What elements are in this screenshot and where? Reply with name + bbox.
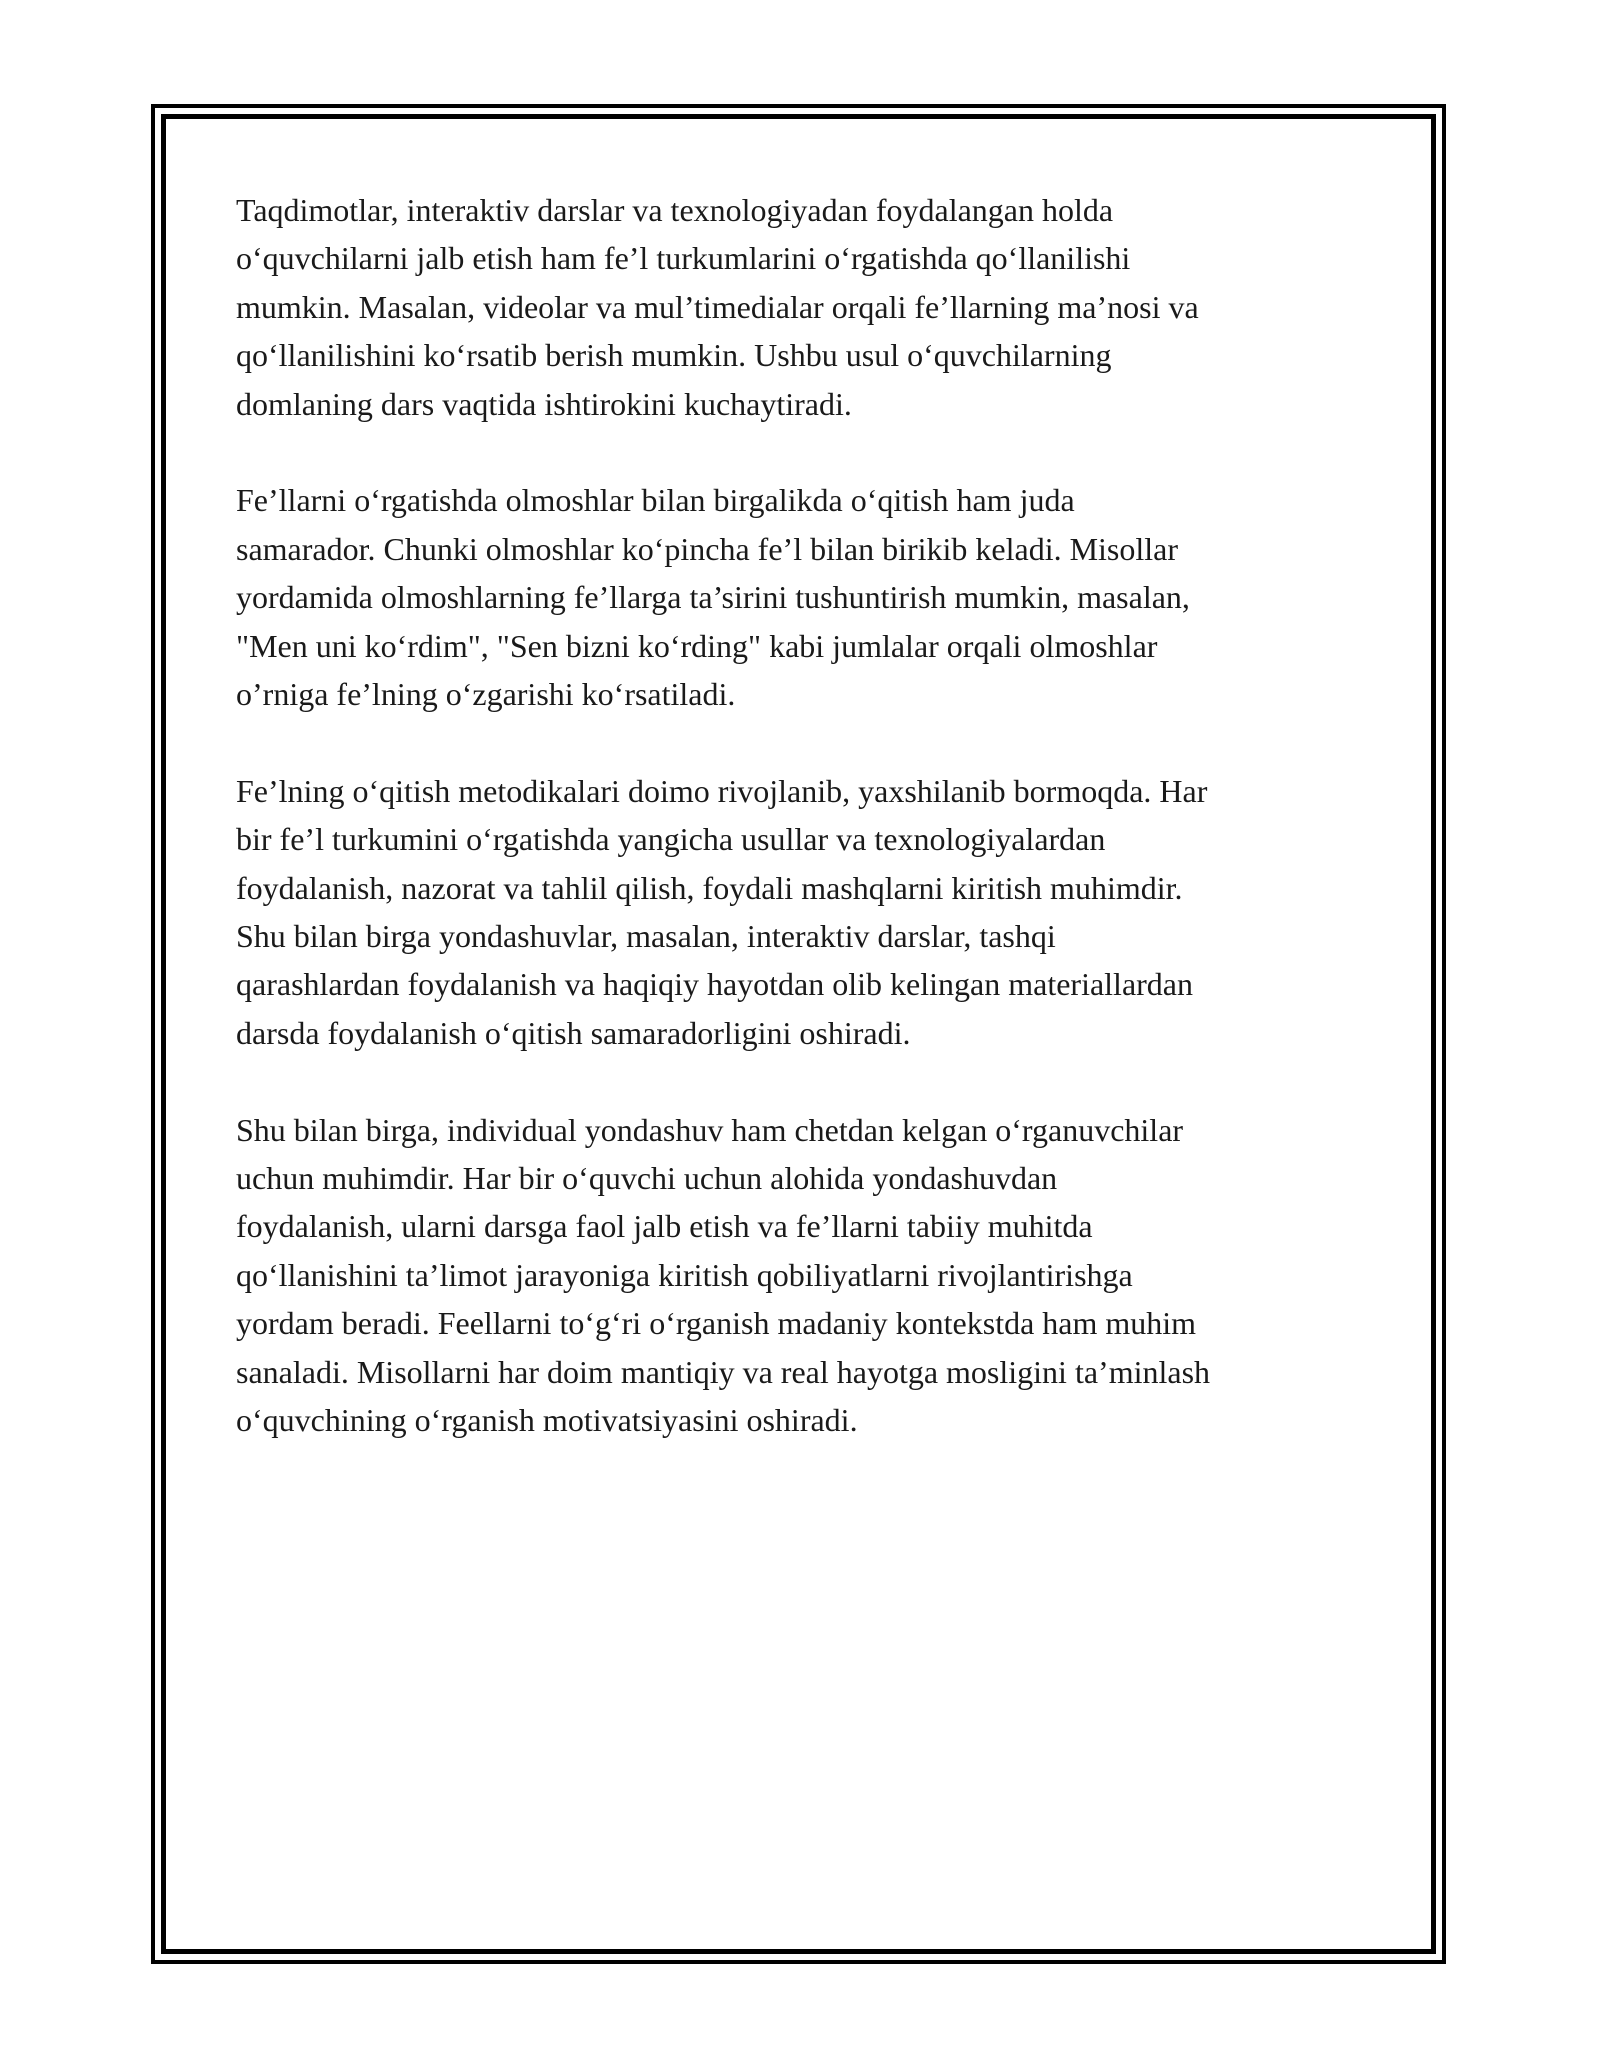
text-line: o‘quvchining o‘rganish motivatsiyasini oshiradi. (236, 1402, 858, 1439)
text-line: foydalanish, ularni darsga faol jalb etish va fe’llarni tabiiy muhitda (236, 1208, 1093, 1245)
text-line: sanaladi. Misollarni har doim mantiqiy va real hayotga mosligini ta’minlash (236, 1353, 1211, 1390)
text-line: foydalanish, nazorat va tahlil qilish, foydali mashqlarni kiritish muhimdir. (236, 869, 1183, 906)
text-line: mumkin. Masalan, videolar va mul’timedialar orqali fe’llarning ma’nosi va (236, 288, 1199, 325)
text-line: darsda foydalanish o‘qitish samaradorligini oshiradi. (236, 1014, 911, 1051)
text-line: Shu bilan birga yondashuvlar, masalan, interaktiv darslar, tashqi (236, 918, 1056, 955)
text-line: domlaning dars vaqtida ishtirokini kuchaytiradi. (236, 385, 852, 422)
text-line: qarashlardan foydalanish va haqiqiy hayotdan olib kelingan materiallardan (236, 966, 1193, 1003)
text-line: yordam beradi. Feellarni to‘g‘ri o‘rganish madaniy kontekstda ham muhim (236, 1305, 1197, 1342)
text-line: yordamida olmoshlarning fe’llarga ta’sirini tushuntirish mumkin, masalan, (236, 579, 1190, 616)
text-line: o’rniga fe’lning o‘zgarishi ko‘rsatiladi. (236, 676, 736, 713)
text-line: bir fe’l turkumini o‘rgatishda yangicha usullar va texnologiyalardan (236, 821, 1106, 858)
paragraph-2 (236, 476, 1366, 718)
document-body (236, 186, 1366, 1493)
text-line: Fe’lning o‘qitish metodikalari doimo rivojlanib, yaxshilanib bormoqda. Har (236, 772, 1208, 809)
paragraph-3 (236, 767, 1366, 1057)
paragraph-4 (236, 1106, 1366, 1445)
text-line: Taqdimotlar, interaktiv darslar va texnologiyadan foydalangan holda (236, 192, 1114, 228)
text-line: "Men uni ko‘rdim", "Sen bizni ko‘rding" kabi jumlalar orqali olmoshlar (236, 627, 1158, 664)
text-line: Fe’llarni o‘rgatishda olmoshlar bilan birgalikda o‘qitish ham juda (236, 482, 1075, 519)
text-line: uchun muhimdir. Har bir o‘quvchi uchun alohida yondashuvdan (236, 1160, 1058, 1197)
text-line: Shu bilan birga, individual yondashuv ham chetdan kelgan o‘rganuvchilar (236, 1111, 1184, 1148)
text-line: qo‘llanishini ta’limot jarayoniga kiritish qobiliyatlarni rivojlantirishga (236, 1256, 1133, 1293)
paragraph-1 (236, 186, 1366, 428)
text-line: o‘quvchilarni jalb etish ham fe’l turkumlarini o‘rgatishda qo‘llanilishi (236, 240, 1131, 277)
text-line: qo‘llanilishini ko‘rsatib berish mumkin. Ushbu usul o‘quvchilarning (236, 337, 1112, 374)
text-line: samarador. Chunki olmoshlar ko‘pincha fe’l bilan birikib keladi. Misollar (236, 530, 1179, 567)
